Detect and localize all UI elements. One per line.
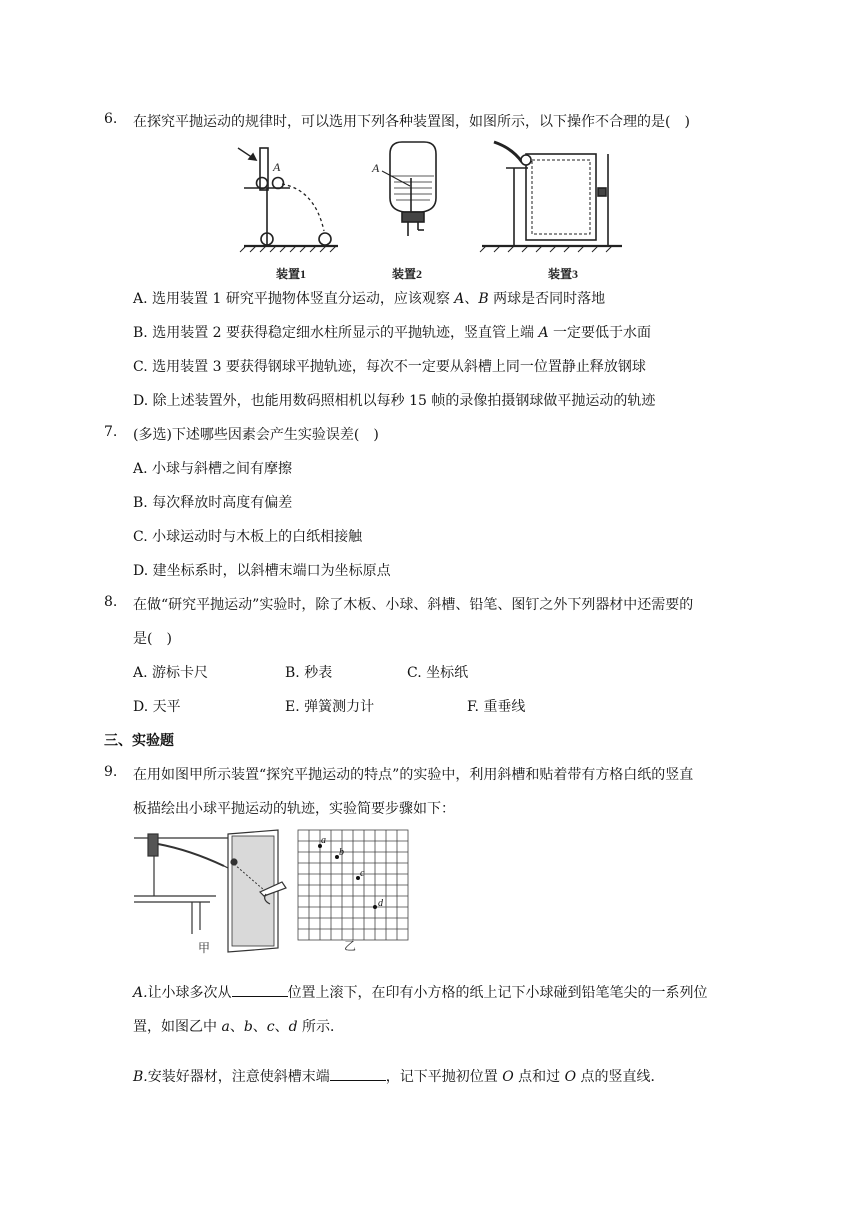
question-stem-line1: 在做“研究平抛运动”实验时，除了木板、小球、斜槽、铅笔、图钉之外下列器材中还需要的	[133, 597, 694, 613]
figure-yi-grid	[298, 830, 408, 940]
section-title: 三、实验题	[104, 733, 174, 749]
label-point-d: d	[378, 898, 383, 909]
apparatus-figure	[230, 138, 630, 288]
caption-apparatus-3: 装置3	[548, 267, 579, 281]
option-c: C. 坐标纸	[407, 665, 469, 681]
point-d	[373, 905, 377, 909]
figure-jia	[134, 830, 286, 952]
option-d: D. 天平	[133, 699, 181, 715]
option-b: B. 秒表	[285, 665, 333, 681]
step-b: B.安装好器材，注意使斜槽末端 ，记下平抛初位置 O 点和过 O 点的竖直线．	[133, 1069, 665, 1085]
caption-jia: 甲	[198, 941, 211, 955]
apparatus-3	[480, 142, 622, 252]
option-c: C. 选用装置 3 要获得钢球平抛轨迹，每次不一定要从斜槽上同一位置静止释放钢球	[133, 359, 646, 375]
question-stem: (多选)下述哪些因素会产生实验误差( )	[133, 427, 379, 443]
option-e: E. 弹簧测力计	[285, 699, 375, 715]
fill-blank-b[interactable]	[330, 1068, 386, 1081]
label-point-b: b	[339, 847, 344, 858]
option-f: F. 重垂线	[467, 699, 526, 715]
question-stem-line1: 在用如图甲所示装置“探究平抛运动的特点”的实验中，利用斜槽和贴着带有方格白纸的竖直	[133, 767, 694, 783]
apparatus-2	[382, 142, 436, 236]
fill-blank-a[interactable]	[232, 984, 288, 997]
option-a: A. 小球与斜槽之间有摩擦	[133, 461, 293, 477]
question-stem-line2: 是( )	[133, 631, 172, 647]
option-b: B. 选用装置 2 要获得稳定细水柱所显示的平抛轨迹，竖直管上端 A 一定要低于水面	[133, 325, 652, 341]
option-a: A. 游标卡尺	[133, 665, 209, 681]
caption-yi: 乙	[344, 939, 357, 953]
question-number: 7.	[104, 424, 118, 440]
label-a: A	[273, 160, 281, 174]
caption-apparatus-2: 装置2	[392, 267, 423, 281]
step-a-line1: A.让小球多次从 位置上滚下，在印有小方格的纸上记下小球碰到铅笔笔尖的一系列位	[133, 985, 708, 1001]
caption-apparatus-1: 装置1	[276, 267, 307, 281]
label-point-c: c	[360, 868, 365, 879]
option-b: B. 每次释放时高度有偏差	[133, 495, 293, 511]
label-point-a: a	[321, 835, 326, 846]
option-c: C. 小球运动时与木板上的白纸相接触	[133, 529, 363, 545]
option-d: D. 建坐标系时，以斜槽末端口为坐标原点	[133, 563, 391, 579]
option-d: D. 除上述装置外，也能用数码照相机以每秒 15 帧的录像拍摄钢球做平抛运动的轨迹	[133, 393, 656, 409]
label-a-2: A	[372, 161, 380, 175]
apparatus-1	[238, 148, 338, 252]
question-stem: 在探究平抛运动的规律时，可以选用下列各种装置图，如图所示，以下操作不合理的是( )	[133, 114, 690, 130]
question-number: 9.	[104, 764, 118, 780]
option-a: A. 选用装置 1 研究平抛物体竖直分运动，应该观察 A、B 两球是否同时落地	[133, 291, 606, 307]
step-a-line2: 置，如图乙中 a、b、c、d 所示．	[133, 1019, 345, 1035]
question-stem-line2: 板描绘出小球平抛运动的轨迹，实验简要步骤如下：	[133, 801, 455, 817]
question-number: 6.	[104, 111, 118, 127]
experiment-figure	[130, 826, 420, 958]
question-number: 8.	[104, 594, 118, 610]
